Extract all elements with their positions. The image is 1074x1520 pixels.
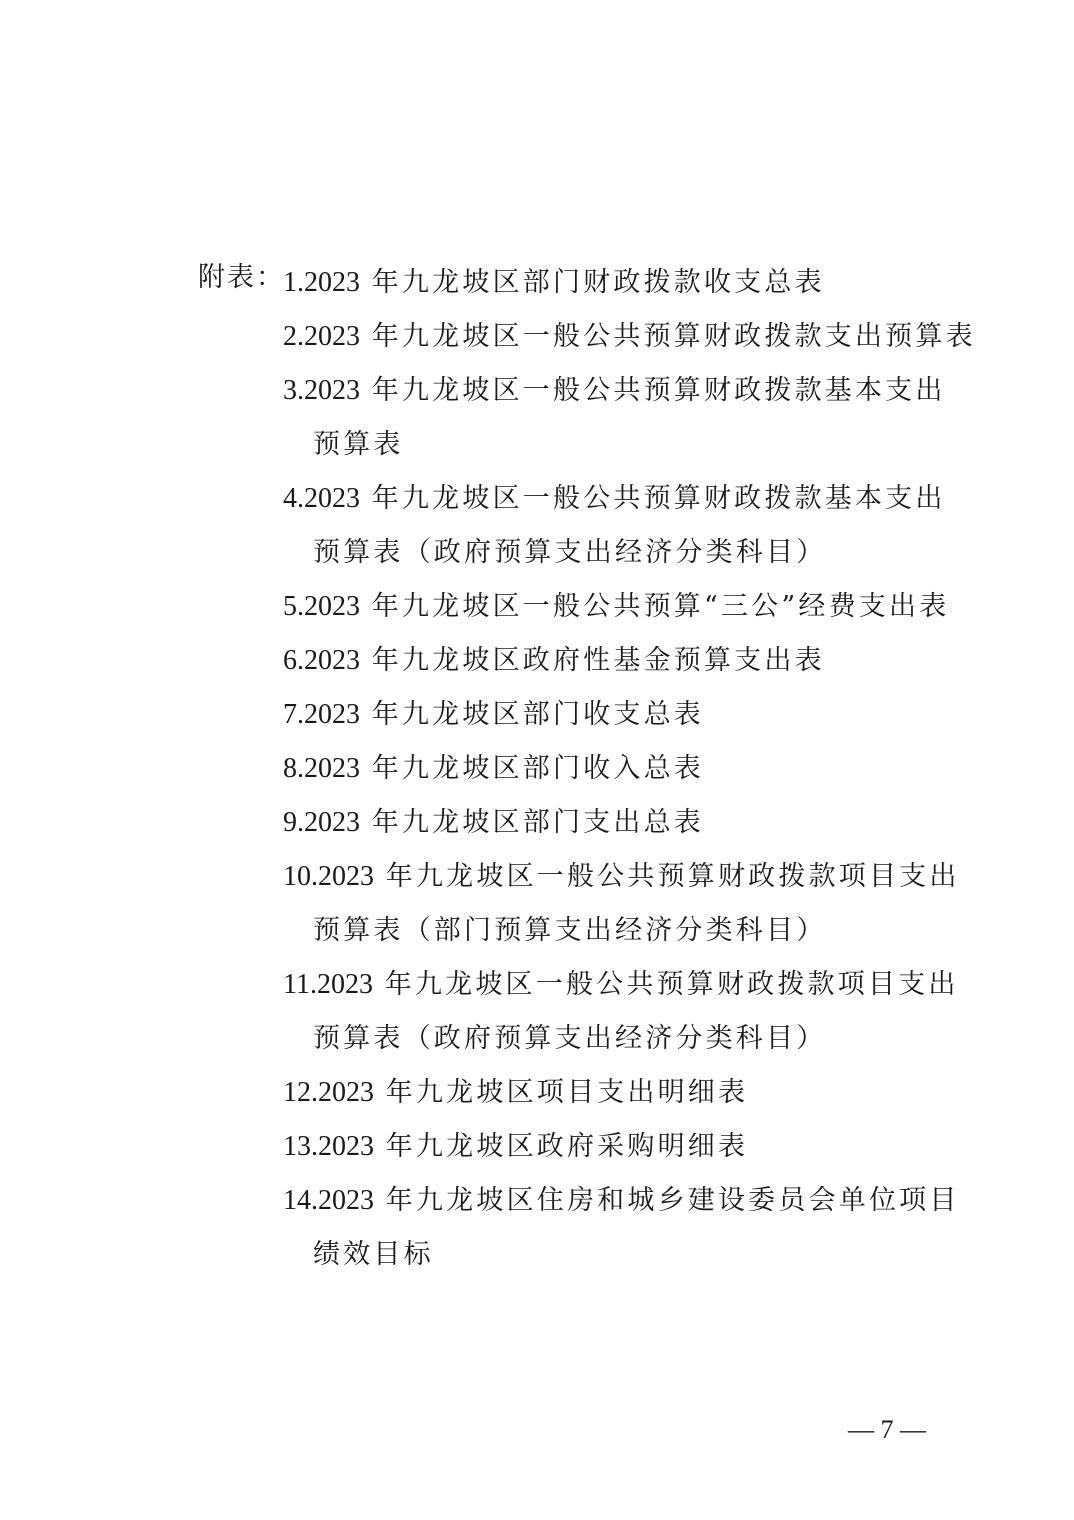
attachment-item-text: 年九龙坡区一般公共预算财政拨款基本支出 (360, 483, 946, 514)
attachment-list (283, 256, 976, 1282)
attachment-item-line (283, 364, 963, 418)
attachment-item-line (283, 634, 963, 688)
attachment-item (283, 796, 963, 850)
attachment-item-text: 年九龙坡区一般公共预算“三公”经费支出表 (360, 591, 950, 622)
attachment-item-line (283, 796, 963, 850)
attachment-item-text: 预算表（政府预算支出经济分类科目） (313, 1023, 827, 1054)
attachment-item-number: 8.2023 (283, 753, 360, 784)
attachment-item-text: 年九龙坡区政府采购明细表 (374, 1131, 749, 1162)
attachment-item-number: 5.2023 (283, 591, 360, 622)
attachment-item-number: 10.2023 (283, 861, 374, 892)
attachment-item-text: 预算表（部门预算支出经济分类科目） (313, 915, 827, 946)
attachment-item (283, 1066, 963, 1120)
attachment-item-text: 年九龙坡区部门收支总表 (360, 699, 704, 730)
attachment-item-text: 年九龙坡区一般公共预算财政拨款支出预算表 (360, 321, 976, 352)
attachment-item-line (283, 310, 976, 364)
attachment-item-text: 年九龙坡区项目支出明细表 (374, 1077, 749, 1108)
attachment-item-continuation (283, 526, 963, 580)
attachment-item (283, 1174, 963, 1282)
attachment-item-line (283, 256, 963, 310)
attachment-item-line (283, 688, 963, 742)
attachment-item-line (283, 850, 963, 904)
attachment-item (283, 958, 963, 1066)
attachment-item-text: 年九龙坡区部门支出总表 (360, 807, 704, 838)
attachment-item-number: 13.2023 (283, 1131, 374, 1162)
attachment-item-line (283, 580, 963, 634)
attachment-item-continuation (283, 904, 963, 958)
attachment-item-text: 年九龙坡区部门财政拨款收支总表 (360, 267, 825, 298)
attachment-item-line (283, 1120, 963, 1174)
attachment-item (283, 580, 963, 634)
attachment-item-text: 绩效目标 (313, 1239, 434, 1270)
attachment-item-line (283, 1174, 963, 1228)
attachment-item-number: 2.2023 (283, 321, 360, 352)
attachment-item-number: 4.2023 (283, 483, 360, 514)
attachment-item (283, 1120, 963, 1174)
attachment-item (283, 688, 963, 742)
attachment-item-number: 7.2023 (283, 699, 360, 730)
attachment-item-text: 年九龙坡区政府性基金预算支出表 (360, 645, 825, 676)
attachment-item (283, 850, 963, 958)
attachment-item (283, 364, 963, 472)
attachment-item (283, 742, 963, 796)
attachment-item-line (283, 742, 963, 796)
attachment-item (283, 472, 963, 580)
attachment-item-number: 3.2023 (283, 375, 360, 406)
attachment-item-line (283, 958, 963, 1012)
attachment-item-number: 9.2023 (283, 807, 360, 838)
attachment-item-continuation (283, 1012, 963, 1066)
attachment-item-text: 预算表（政府预算支出经济分类科目） (313, 537, 827, 568)
attachment-item-line (283, 472, 963, 526)
attachment-item-text: 预算表 (313, 429, 404, 460)
attachment-item-text: 年九龙坡区部门收入总表 (360, 753, 704, 784)
page-number: — 7 — (848, 1415, 926, 1444)
attachment-item-line (283, 1066, 963, 1120)
attachment-item-number: 11.2023 (283, 969, 373, 1000)
attachment-item-number: 14.2023 (283, 1185, 374, 1216)
attachment-item (283, 256, 963, 310)
attachment-item-number: 1.2023 (283, 267, 360, 298)
attachment-item-text: 年九龙坡区住房和城乡建设委员会单位项目 (374, 1185, 960, 1216)
attachment-item-text: 年九龙坡区一般公共预算财政拨款基本支出 (360, 375, 946, 406)
attachment-item-number: 12.2023 (283, 1077, 374, 1108)
attachment-item-text: 年九龙坡区一般公共预算财政拨款项目支出 (372, 969, 959, 1000)
attachment-item-continuation (283, 418, 963, 472)
attachment-item-number: 6.2023 (283, 645, 360, 676)
attachment-item-continuation (283, 1228, 963, 1282)
attachment-item-text: 年九龙坡区一般公共预算财政拨款项目支出 (374, 861, 960, 892)
attachment-item (283, 310, 976, 364)
attachment-prefix: 附表： (198, 262, 285, 293)
attachment-item (283, 634, 963, 688)
